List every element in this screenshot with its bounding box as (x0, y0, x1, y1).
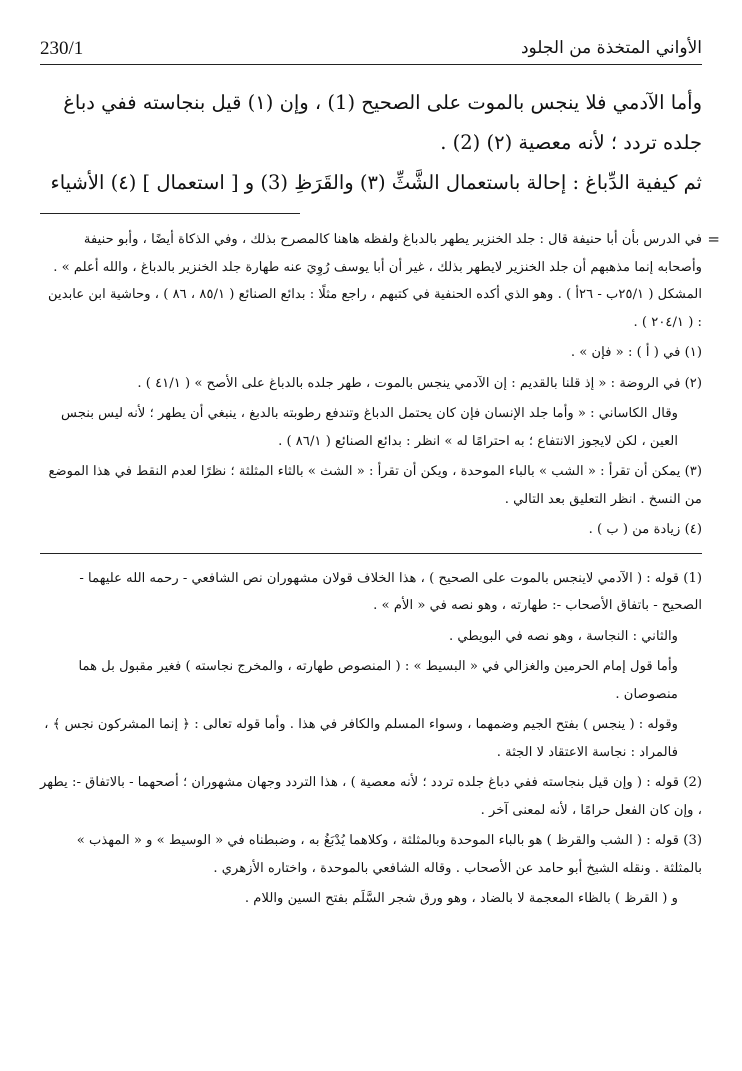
footnote-item: (٣) يمكن أن تقرأ : « الشب » بالباء الموحدة ، ويكن أن تقرأ : « الشث » بالثاء المثلثة ؛ نظرًا لعدم النقط في هذا الموضع من النسخ . انظر التعليق بعد التالي . (48, 464, 702, 507)
commentary-item: وأما قول إمام الحرمين والغزالي في « البسيط » : ( المنصوص طهارته ، والمخرج نجاسته ) فغير مقبول بل هما منصوصان . (78, 659, 678, 702)
commentary-item: و ( القرظ ) بالظاء المعجمة لا بالضاد ، وهو ورق شجر السَّلَم بفتح السين واللام . (244, 891, 678, 906)
footnote-item: وقال الكاساني : « وأما جلد الإنسان فإن كان يحتمل الدباغ وتندفع رطوبته بالدبغ ، ينبغي أن يطهر ؛ لأنه ليس بنجس العين ، لكن لايجوز الانتفاع ؛ به احترامًا له » انظر : بدائع الصنائع ( ٨٦/١ ) . (61, 406, 678, 449)
footnote-continuation (40, 226, 720, 336)
footnote-item: (٢) في الروضة : « إذ قلنا بالقديم : إن الآدمي ينجس بالموت ، طهر جلده بالدباغ على الأصح » ( ٤١/١ ) . (137, 375, 702, 391)
commentary-separator (40, 553, 702, 554)
main-text (40, 83, 702, 203)
editor-footnotes (40, 226, 720, 544)
commentary-item: (1) قوله : ( الآدمي لاينجس بالموت على الصحيح ) ، هذا الخلاف قولان مشهوران نص الشافعي - رحمه الله عليهما - الصحيح - باتفاق الأصحاب -: طهارته ، وهو نصه في « الأم » . (79, 570, 702, 613)
chapter-title: الأواني المتخذة من الجلود (520, 38, 702, 58)
footnote-item: (١) في ( أ ) : « فإن » . (570, 345, 702, 360)
page-number: 230/1 (40, 38, 84, 59)
commentary-item: (3) قوله : ( الشب والقرظ ) هو بالباء الموحدة وبالمثلثة ، وكلاهما يُدْبَغُ به ، وضبطناه في « الوسيط » و « المهذب » بالمثلثة . ونقله الشيخ أبو حامد عن الأصحاب . وقاله الشافعي بالموحدة ، واختاره الأزهري . (76, 833, 702, 876)
commentary-item: (2) قوله : ( وإن قيل بنجاسته ففي دباغ جلده تردد ؛ لأنه معصية ) ، هذا التردد وجهان مشهوران ؛ أصحهما - بالاتفاق -: يطهر ، وإن كان الفعل حرامًا ، لأنه لمعنى آخر . (39, 775, 702, 818)
footnote-separator (40, 213, 300, 214)
main-paragraph: ثم كيفية الدِّباغ : إحالة باستعمال الشَّثِّ (٣) والقَرَظِ (3) و [ استعمال ] (٤) الأشياء (50, 171, 702, 194)
running-header (40, 34, 702, 65)
commentary-item: والثاني : النجاسة ، وهو نصه في البويطي . (448, 628, 678, 644)
footnote-continuation-text: في الدرس بأن أبا حنيفة قال : جلد الخنزير يطهر بالدباغ ولفظه هاهنا كالمصرح بذلك ، وفي الذكاة أيضًا ، وأبو حنيفة وأصحابه إنما مذهبهم أن جلد الخنزير لايطهر بذلك ، غير أن أبا يوسف رُوِيَ عنه طهارة جلد الخنزير بالدباغ ، والله أعلم » . المشكل ( ٢٥/١ب - ٢٦أ ) . وهو الذي أكده الحنفية في كتبهم ، راجع مثلًا : بدائع الصنائع ( ٨٥/١ ، ٨٦ ) ، وحاشية ابن عابدين : ( ٢٠٤/١ ) . (48, 232, 702, 330)
footnote-item: (٤) زيادة من ( ب ) . (588, 522, 702, 537)
continuation-mark: = (707, 230, 720, 248)
commentary-notes (40, 565, 702, 913)
commentary-item: وقوله : ( ينجس ) بفتح الجيم وضمهما ، وسواء المسلم والكافر في هذا . وأما قوله تعالى : ﴿ إنما المشركون نجس ﴾ ، فالمراد : نجاسة الاعتقاد لا الجثة . (44, 717, 678, 760)
book-page (39, 34, 720, 916)
main-paragraph: وأما الآدمي فلا ينجس بالموت على الصحيح (1) ، وإن (١) قيل بنجاسته ففي دباغ جلده تردد ؛ لأنه معصية (٢) (2) . (63, 91, 702, 154)
